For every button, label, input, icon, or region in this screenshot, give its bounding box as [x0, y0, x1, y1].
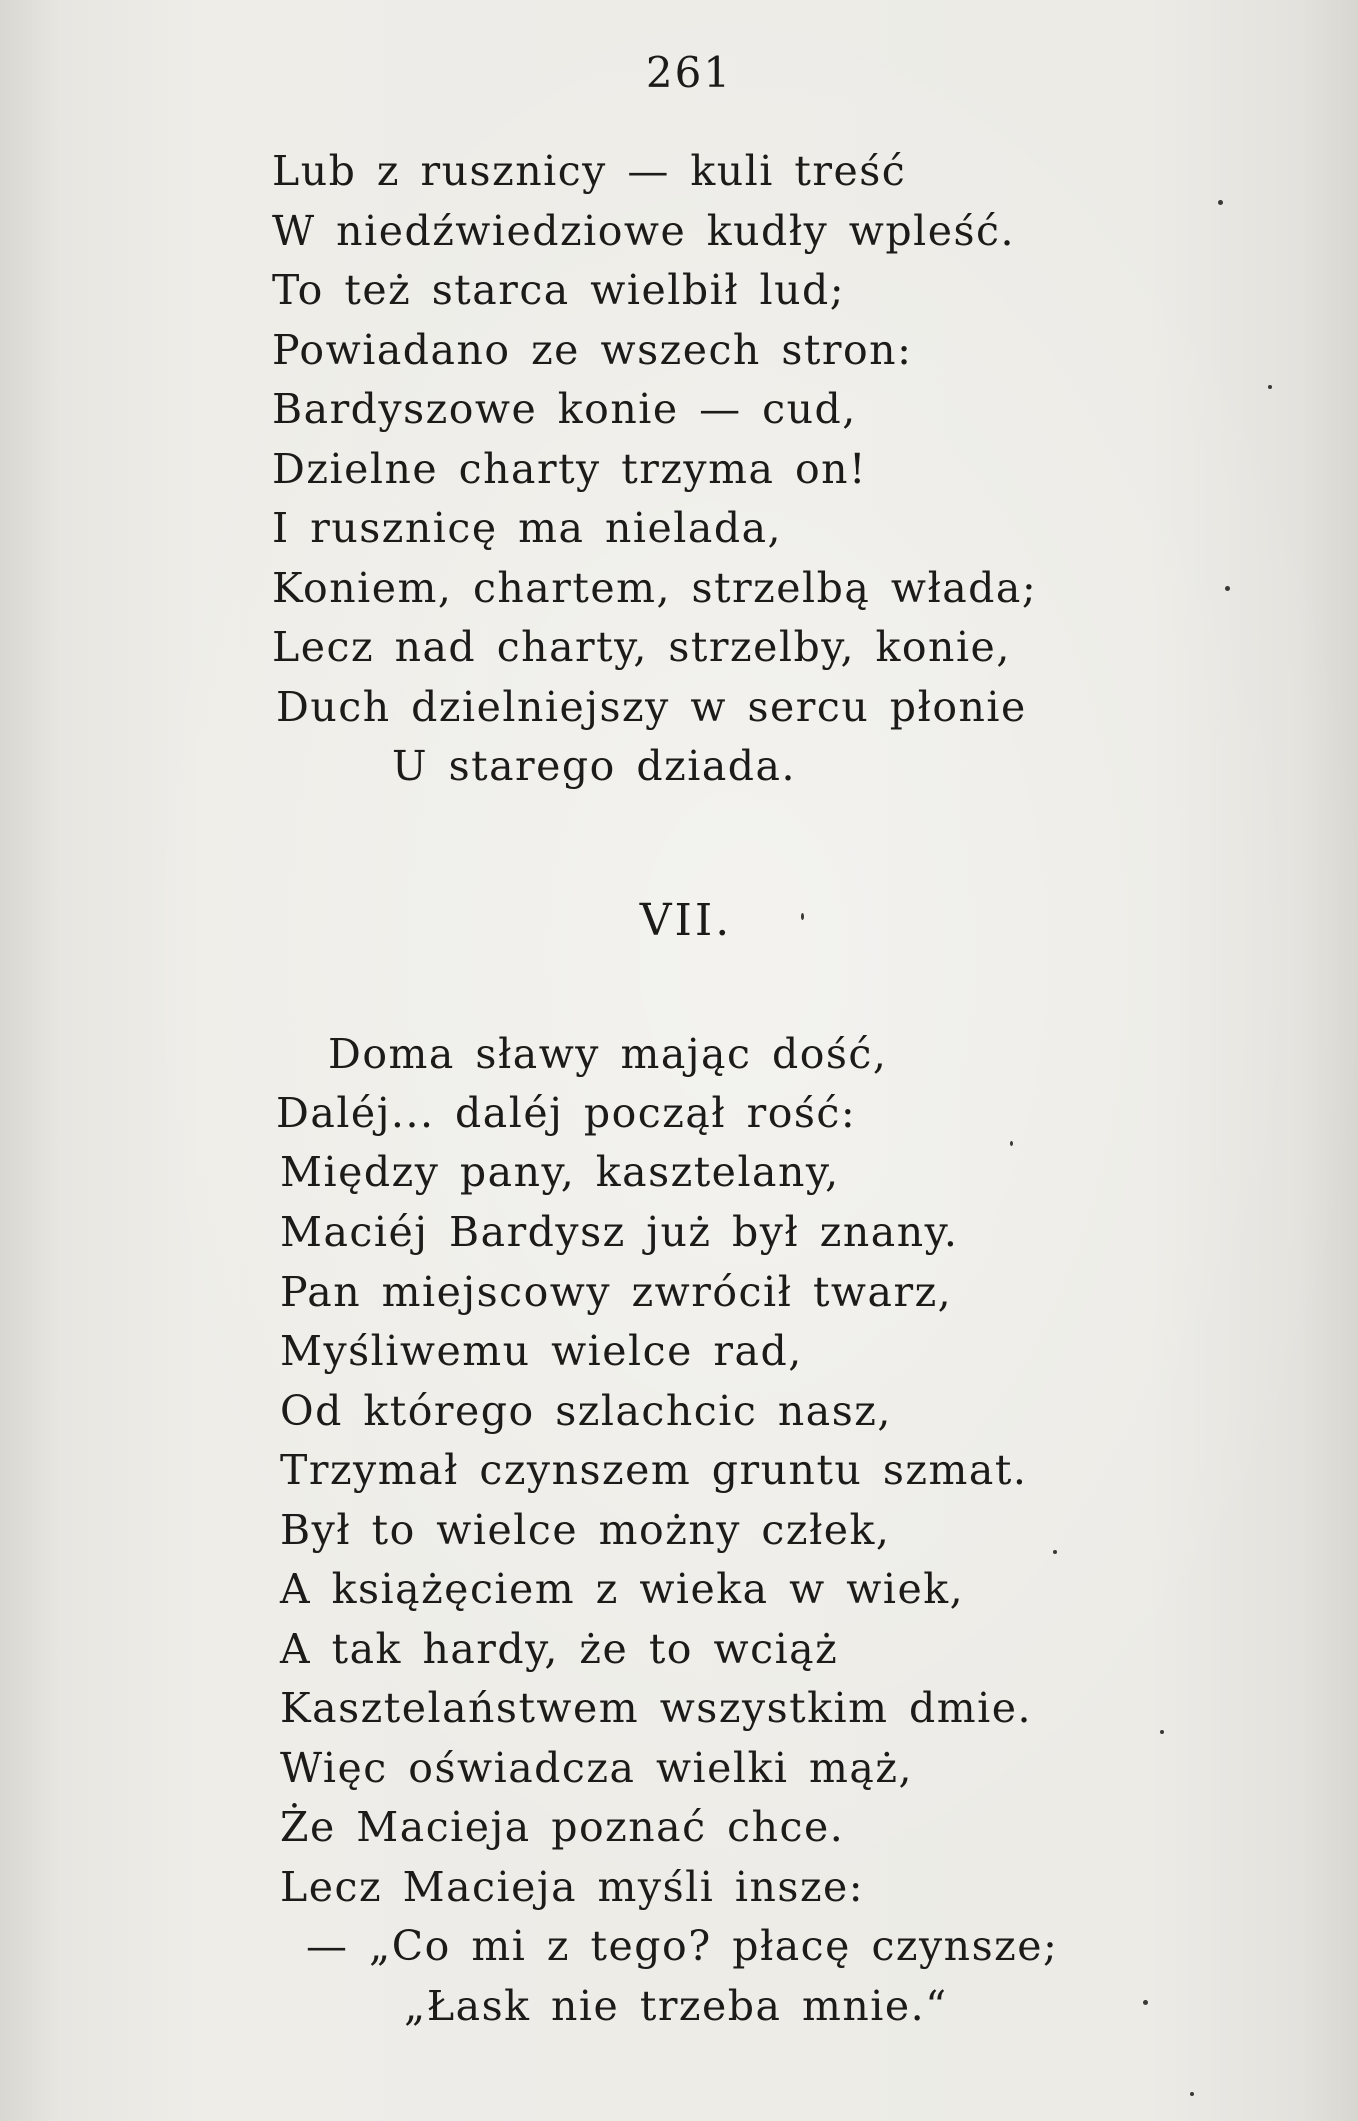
- verse-line: Daléj... daléj począł rość:: [276, 1089, 857, 1137]
- verse-line: Maciéj Bardysz już był znany.: [280, 1208, 959, 1256]
- verse-line: Doma sławy mając dość,: [328, 1030, 888, 1078]
- verse-line: Koniem, chartem, strzelbą włada;: [272, 564, 1038, 612]
- verse-line: Pan miejscowy zwrócił twarz,: [280, 1268, 953, 1316]
- section-heading: VII.: [639, 895, 733, 946]
- verse-line: To też starca wielbił lud;: [272, 266, 846, 314]
- verse-line: Trzymał czynszem gruntu szmat.: [280, 1446, 1028, 1494]
- verse-line: U starego dziada.: [392, 742, 796, 790]
- verse-line: Od którego szlachcic nasz,: [280, 1387, 892, 1435]
- verse-line: Myśliwemu wielce rad,: [280, 1327, 803, 1375]
- verse-line: „Łask nie trzeba mnie.“: [404, 1982, 948, 2030]
- paper-speck: [1218, 200, 1223, 205]
- paper-speck: [1143, 2000, 1148, 2005]
- verse-line: Dzielne charty trzyma on!: [272, 445, 868, 493]
- verse-line: Bardyszowe konie — cud,: [272, 385, 857, 433]
- paper-speck: [1268, 385, 1272, 389]
- page-number: 261: [645, 48, 733, 97]
- paper-speck: [1225, 586, 1230, 591]
- verse-line: Lecz nad charty, strzelby, konie,: [272, 623, 1011, 671]
- verse-line: Duch dzielniejszy w sercu płonie: [276, 683, 1027, 731]
- verse-line: Więc oświadcza wielki mąż,: [280, 1744, 913, 1792]
- verse-line: A książęciem z wieka w wiek,: [280, 1565, 965, 1613]
- paper-speck: [1160, 1730, 1164, 1734]
- verse-line: Między pany, kasztelany,: [280, 1148, 840, 1196]
- verse-line: A tak hardy, że to wciąż: [280, 1625, 839, 1673]
- verse-line: Był to wielce możny człek,: [280, 1506, 891, 1554]
- paper-speck: [801, 913, 804, 920]
- verse-line: Że Macieja poznać chce.: [280, 1803, 845, 1851]
- verse-line: Lecz Macieja myśli insze:: [280, 1863, 865, 1911]
- verse-line: Powiadano ze wszech stron:: [272, 326, 913, 374]
- paper-speck: [1010, 1141, 1013, 1146]
- verse-line: Lub z rusznicy — kuli treść: [272, 147, 907, 195]
- verse-line: Kasztelaństwem wszystkim dmie.: [280, 1684, 1033, 1732]
- verse-line: W niedźwiedziowe kudły wpleść.: [272, 207, 1016, 255]
- verse-line: — „Co mi z tego? płacę czynsze;: [306, 1922, 1059, 1970]
- paper-speck: [1190, 2092, 1194, 2096]
- verse-line: I rusznicę ma nielada,: [272, 504, 783, 552]
- paper-speck: [1053, 1550, 1057, 1554]
